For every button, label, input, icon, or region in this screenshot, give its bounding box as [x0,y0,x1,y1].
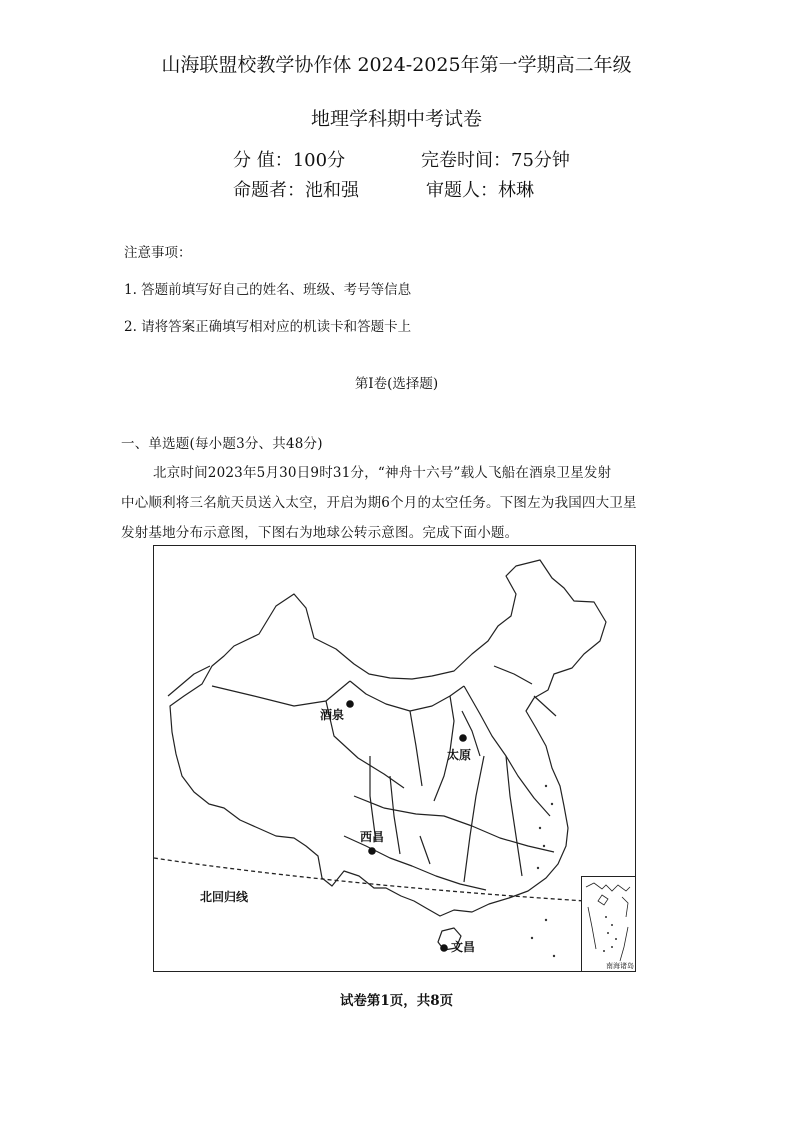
notes-heading: 注意事项： [124,245,192,261]
page-footer: 试卷第1页，共8页 [339,993,454,1009]
inset-outline [582,877,636,972]
site-dot-taiyuan [459,734,467,742]
score-info: 分 值：100分 [233,150,346,171]
section-title: 第Ⅰ卷(选择题) [354,376,439,392]
label-tropic-of-cancer: 北回归线 [200,890,249,904]
passage-line-2: 中心顺利将三名航天员送入太空，开启为期6个月的太空任务。下图左为我国四大卫星 [121,495,637,511]
label-jiuquan: 酒泉 [320,708,345,722]
label-wenchang: 文昌 [451,940,476,954]
china-map-outline [154,546,636,972]
label-taiyuan: 太原 [447,748,472,762]
south-china-sea-inset [581,876,636,972]
part-heading: 一、单选题(每小题3分、共48分) [121,436,323,452]
site-dot-wenchang [440,944,448,952]
site-dot-jiuquan [346,700,354,708]
inset-label: 南海诸岛 [606,962,634,970]
time-info: 完卷时间：75分钟 [421,150,570,171]
setter-info: 命题者：池和强 [233,180,359,201]
reviewer-info: 审题人：林琳 [426,180,534,201]
note-item-1: 1. 答题前填写好自己的姓名、班级、考号等信息 [124,282,412,298]
exam-title-line2: 地理学科期中考试卷 [310,108,482,130]
note-item-2: 2. 请将答案正确填写相对应的机读卡和答题卡上 [124,319,412,335]
label-xichang: 西昌 [360,830,385,844]
passage-line-1: 北京时间2023年5月30日9时31分，“神舟十六号”载人飞船在酒泉卫星发射 [153,465,612,481]
site-dot-xichang [368,847,376,855]
passage-line-3: 发射基地分布示意图，下图右为地球公转示意图。完成下面小题。 [121,525,519,541]
exam-title-line1: 山海联盟校教学协作体 2024-2025年第一学期高二年级 [161,54,632,76]
china-launch-site-map [153,545,636,972]
